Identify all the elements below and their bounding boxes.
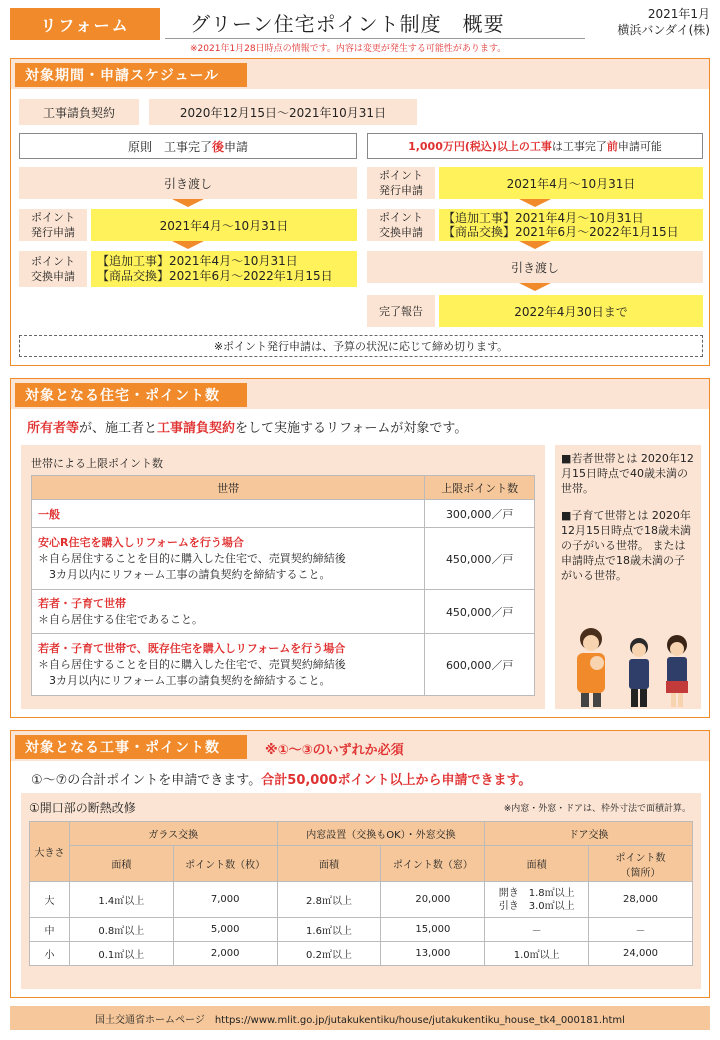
definition-child: ■子育て世帯とは 2020年12月15日時点で18歳未満の子がいる世帯。 または申請時点で18歳未満の子がいる世帯。 bbox=[561, 509, 691, 582]
col-area: 面積 bbox=[485, 846, 589, 882]
household-note: 3カ月以内にリフォーム工事の請負契約を締結すること。 bbox=[38, 673, 331, 687]
lead-em: 所有者等 bbox=[27, 421, 80, 436]
household-note: 3カ月以内にリフォーム工事の請負契約を締結すること。 bbox=[38, 567, 331, 581]
housing-section bbox=[10, 378, 710, 718]
household-note: ＊自ら居住することを目的に購入した住宅で、売買契約締結後 bbox=[38, 551, 346, 565]
left-issue-period: 2021年4月～10月31日 bbox=[91, 209, 357, 241]
company-line: 横浜バンダイ(株) bbox=[617, 23, 710, 37]
housing-lead bbox=[27, 417, 467, 436]
exchange-line: 【追加工事】2021年4月～10月31日 bbox=[443, 211, 644, 225]
col-points: 上限ポイント数 bbox=[425, 476, 535, 500]
header-date bbox=[617, 6, 710, 38]
household-cell bbox=[32, 528, 425, 590]
opening-note: ※内窓・外窓・ドアは、枠外寸法で面積計算。 bbox=[503, 804, 691, 814]
title-underline bbox=[165, 38, 585, 39]
door-area-line: 引き 3.0㎡以上 bbox=[498, 900, 575, 912]
early-title-post: 申請可能 bbox=[617, 140, 662, 153]
works-lead-pre: ①～⑦の合計ポイントを申請できます。 bbox=[31, 773, 262, 788]
label-line: ポイント bbox=[31, 255, 75, 268]
glass-points-cell: 2,000 bbox=[173, 942, 277, 966]
works-required: ※①～③のいずれか必須 bbox=[265, 743, 404, 758]
definition-young: ■若者世帯とは 2020年12月15日時点で40歳未満の世帯。 bbox=[561, 452, 694, 495]
col-glass-points: ポイント数（枚） bbox=[173, 846, 277, 882]
household-table bbox=[31, 475, 535, 696]
housing-heading: 対象となる住宅・ポイント数 bbox=[15, 383, 247, 407]
door-area-line: 開き 1.8㎡以上 bbox=[498, 887, 575, 899]
early-flow-title bbox=[367, 133, 703, 159]
col-area: 面積 bbox=[277, 846, 381, 882]
table-row bbox=[32, 528, 535, 590]
left-exchange-period bbox=[91, 251, 357, 287]
table-row bbox=[32, 634, 535, 696]
glass-area-cell: 0.8㎡以上 bbox=[69, 918, 173, 942]
right-issue-label bbox=[367, 167, 435, 199]
arrow-down-icon bbox=[172, 199, 204, 207]
door-area-cell: － bbox=[485, 918, 589, 942]
table-row bbox=[32, 500, 535, 528]
door-points-cell: － bbox=[589, 918, 693, 942]
standard-title-post: 申請 bbox=[224, 139, 249, 154]
glass-points-cell: 5,000 bbox=[173, 918, 277, 942]
table-row bbox=[30, 882, 693, 918]
opening-panel bbox=[21, 793, 701, 989]
opening-table bbox=[29, 821, 693, 966]
report-label: 完了報告 bbox=[367, 295, 435, 327]
label-line: 交換申請 bbox=[379, 226, 423, 239]
left-issue-label bbox=[19, 209, 87, 241]
label-line: ポイント bbox=[379, 169, 423, 182]
works-section bbox=[10, 730, 710, 998]
standard-title-pre: 原則 工事完了 bbox=[127, 139, 212, 154]
size-cell: 中 bbox=[30, 918, 70, 942]
col-window-points: ポイント数（窓） bbox=[381, 846, 485, 882]
window-points-cell: 15,000 bbox=[381, 918, 485, 942]
points-cell: 450,000／戸 bbox=[425, 528, 535, 590]
col-area: 面積 bbox=[69, 846, 173, 882]
label-line: ポイント bbox=[31, 211, 75, 224]
footer-link[interactable]: 国土交通省ホームページ https://www.mlit.go.jp/jutakukentiku/house/jutakukentiku_house_tk4_000181.html bbox=[10, 1006, 710, 1030]
window-area-cell: 2.8㎡以上 bbox=[277, 882, 381, 918]
household-title: 安心R住宅を購入しリフォームを行う場合 bbox=[38, 535, 244, 549]
arrow-down-icon bbox=[519, 241, 551, 249]
points-cell: 450,000／戸 bbox=[425, 590, 535, 634]
table-row bbox=[30, 918, 693, 942]
door-area-cell: 1.0㎡以上 bbox=[485, 942, 589, 966]
window-area-cell: 0.2㎡以上 bbox=[277, 942, 381, 966]
exchange-line: 【商品交換】2021年6月～2022年1月15日 bbox=[443, 225, 679, 239]
household-cell bbox=[32, 634, 425, 696]
col-size: 大きさ bbox=[30, 822, 70, 882]
col-door-points bbox=[589, 846, 693, 882]
schedule-footnote: ※ポイント発行申請は、予算の状況に応じて締め切ります。 bbox=[19, 335, 703, 357]
works-heading: 対象となる工事・ポイント数 bbox=[15, 735, 247, 759]
window-points-cell: 20,000 bbox=[381, 882, 485, 918]
lead-mid: が、施工者と bbox=[79, 421, 158, 436]
table-row bbox=[32, 590, 535, 634]
exchange-line: 【商品交換】2021年6月～2022年1月15日 bbox=[97, 269, 333, 283]
works-lead bbox=[31, 769, 531, 788]
page-title: グリーン住宅ポイント制度 概要 bbox=[190, 12, 505, 36]
household-note: ＊自ら居住することを目的に購入した住宅で、売買契約締結後 bbox=[38, 657, 346, 671]
household-title: 一般 bbox=[38, 507, 60, 521]
col-household: 世帯 bbox=[32, 476, 425, 500]
category-tag: リフォーム bbox=[10, 8, 160, 40]
arrow-down-icon bbox=[172, 241, 204, 249]
group-window: 内窓設置（交換もOK）・外窓交換 bbox=[277, 822, 485, 846]
group-door: ドア交換 bbox=[485, 822, 693, 846]
early-title-mid: は工事完了 bbox=[551, 140, 607, 153]
household-table-panel bbox=[21, 445, 545, 709]
right-handover: 引き渡し bbox=[367, 251, 703, 283]
size-cell: 小 bbox=[30, 942, 70, 966]
door-area-cell bbox=[485, 882, 589, 918]
table-row bbox=[30, 942, 693, 966]
label-line: 発行申請 bbox=[379, 184, 423, 197]
report-period: 2022年4月30日まで bbox=[439, 295, 703, 327]
family-illustration bbox=[567, 625, 697, 709]
contract-label: 工事請負契約 bbox=[19, 99, 139, 125]
group-glass: ガラス交換 bbox=[69, 822, 277, 846]
household-cell bbox=[32, 500, 425, 528]
early-title-em: 1,000万円(税込)以上の工事 bbox=[408, 140, 552, 153]
window-area-cell: 1.6㎡以上 bbox=[277, 918, 381, 942]
lead-post: をして実施するリフォームが対象です。 bbox=[235, 421, 468, 436]
works-lead-em: 合計50,000ポイント以上から申請できます。 bbox=[261, 773, 532, 788]
left-exchange-label bbox=[19, 251, 87, 287]
opening-title: ①開口部の断熱改修 bbox=[29, 801, 136, 815]
schedule-section bbox=[10, 58, 710, 366]
glass-area-cell: 0.1㎡以上 bbox=[69, 942, 173, 966]
household-title: 若者・子育て世帯で、既存住宅を購入しリフォームを行う場合 bbox=[38, 641, 346, 655]
household-note: ＊自ら居住する住宅であること。 bbox=[38, 612, 203, 626]
points-cell: 300,000／戸 bbox=[425, 500, 535, 528]
label-line: ポイント bbox=[379, 211, 423, 224]
label-line: 交換申請 bbox=[31, 270, 75, 283]
standard-flow-title bbox=[19, 133, 357, 159]
points-cell: 600,000／戸 bbox=[425, 634, 535, 696]
table-caption: 世帯による上限ポイント数 bbox=[31, 457, 163, 470]
lead-em: 工事請負契約 bbox=[157, 421, 236, 436]
glass-area-cell: 1.4㎡以上 bbox=[69, 882, 173, 918]
exchange-line: 【追加工事】2021年4月～10月31日 bbox=[97, 254, 298, 268]
label-line: 発行申請 bbox=[31, 226, 75, 239]
contract-period: 2020年12月15日～2021年10月31日 bbox=[149, 99, 417, 125]
arrow-down-icon bbox=[519, 199, 551, 207]
door-points-cell: 28,000 bbox=[589, 882, 693, 918]
date-line: 2021年1月 bbox=[647, 7, 710, 21]
notice-text: ※2021年1月28日時点の情報です。内容は変更が発生する可能性があります。 bbox=[190, 44, 507, 54]
household-title: 若者・子育て世帯 bbox=[38, 596, 126, 610]
glass-points-cell: 7,000 bbox=[173, 882, 277, 918]
col-door-points-line: ポイント数 bbox=[615, 852, 666, 864]
standard-title-em: 後 bbox=[211, 139, 224, 154]
arrow-down-icon bbox=[519, 283, 551, 291]
left-handover: 引き渡し bbox=[19, 167, 357, 199]
household-cell bbox=[32, 590, 425, 634]
schedule-heading: 対象期間・申請スケジュール bbox=[15, 63, 247, 87]
door-points-cell: 24,000 bbox=[589, 942, 693, 966]
col-door-points-line: （箇所） bbox=[620, 867, 661, 879]
right-exchange-period bbox=[439, 209, 703, 241]
right-exchange-label bbox=[367, 209, 435, 241]
right-issue-period: 2021年4月～10月31日 bbox=[439, 167, 703, 199]
size-cell: 大 bbox=[30, 882, 70, 918]
window-points-cell: 13,000 bbox=[381, 942, 485, 966]
early-title-em2: 前 bbox=[606, 140, 618, 153]
